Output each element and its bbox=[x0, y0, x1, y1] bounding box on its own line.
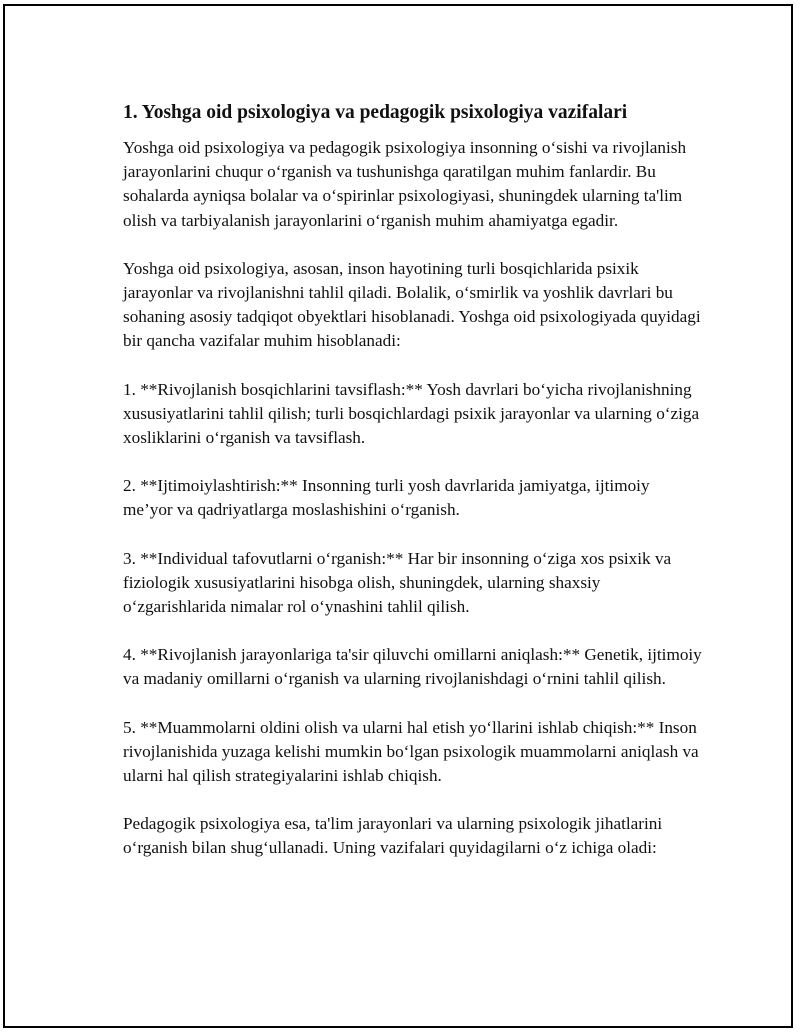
task-item-1: 1. **Rivojlanish bosqichlarini tavsiflash:** Yosh davrlari bo‘yicha rivojlanishning xususiyatlarini tahlil qilish; turli bosqichlardagi psixik jarayonlar va ularning o‘ziga xosliklarini o‘rganish va tavsiflash. bbox=[123, 379, 700, 448]
task-item-5: 5. **Muammolarni oldini olish va ularni hal etish yo‘llarini ishlab chiqish:** Inson rivojlanishida yuzaga kelishi mumkin bo‘lgan psixologik muammolarni aniqlash va ularni hal qilish strategiyalarini ishlab chiqish. bbox=[123, 717, 699, 786]
age-psychology-paragraph: Yoshga oid psixologiya, asosan, inson hayotining turli bosqichlarida psixik jarayonlar va rivojlanishni tahlil qiladi. Bolalik, o‘smirlik va yoshlik davrlari bu sohaning asosiy tadqiqot obyektlari hisoblanadi. Yoshga oid psixologiyada quyidagi bir qancha vazifalar muhim hisoblanadi: bbox=[123, 258, 701, 351]
intro-paragraph: Yoshga oid psixologiya va pedagogik psixologiya insonning o‘sishi va rivojlanish jarayonlarini chuqur o‘rganish va tushunishga qaratilgan muhim fanlardir. Bu sohalarda ayniqsa bolalar va o‘spirinlar psixologiyasi, shuningdek ularning ta'lim olish va tarbiyalanish jarayonlarini o‘rganish muhim ahamiyatga egadir. bbox=[123, 138, 687, 230]
section-heading: 1. Yoshga oid psixologiya va pedagogik psixologiya vazifalari bbox=[123, 102, 628, 123]
task-item-3: 3. **Individual tafovutlarni o‘rganish:** Har bir insonning o‘ziga xos psixik va fiziologik xususiyatlarini hisobga olish, shuningdek, ularning shaxsiy o‘zgarishlarida nimalar rol o‘ynashini tahlil qilish. bbox=[123, 548, 672, 617]
pedagogical-psychology-paragraph: Pedagogik psixologiya esa, ta'lim jarayonlari va ularning psixologik jihatlarini o‘rganish bilan shug‘ullanadi. Uning vazifalari quyidagilarni o‘z ichiga oladi: bbox=[123, 814, 663, 858]
document-content bbox=[123, 100, 703, 885]
task-item-2: 2. **Ijtimoiylashtirish:** Insonning turli yosh davrlarida jamiyatga, ijtimoiy me’yor va qadriyatlarga moslashishini o‘rganish. bbox=[123, 476, 650, 520]
document-page bbox=[3, 4, 793, 1028]
task-item-4: 4. **Rivojlanish jarayonlariga ta'sir qiluvchi omillarni aniqlash:** Genetik, ijtimoiy va madaniy omillarni o‘rganish va ularning rivojlanishdagi o‘rnini tahlil qilish. bbox=[123, 645, 702, 689]
